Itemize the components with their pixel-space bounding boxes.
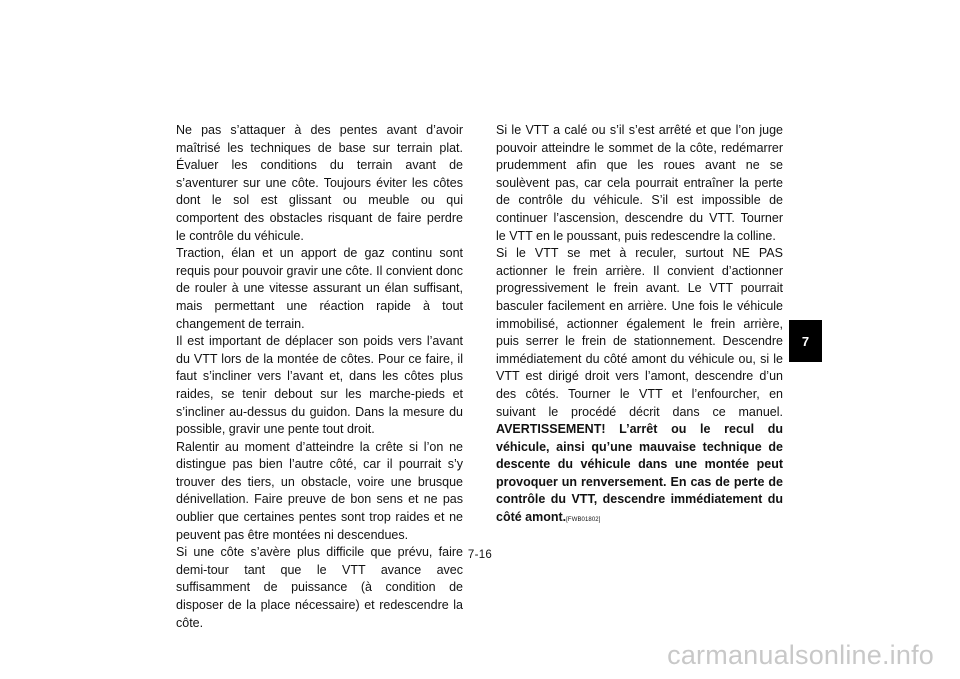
watermark: carmanualsonline.info	[667, 640, 934, 670]
right-text-column	[496, 122, 783, 530]
page-number: 7-16	[467, 549, 493, 561]
paragraph-weight-shift: Il est important de déplacer son poids vers l’avant du VTT lors de la montée de côtes. Pour ce faire, il faut s’incliner vers l’avant et, dans les côtes plus raides, se tenir debout sur les marche-pieds et s’incliner au-dessus du guidon. Dans la mesure du possible, gravir une pente tout droit.	[176, 334, 463, 437]
warning-code: [FWB01802]	[566, 517, 601, 524]
paragraph-rolling-back	[496, 245, 783, 530]
rolling-back-text: Si le VTT se met à reculer, surtout NE PAS actionner le frein arrière. Il convient d’actionner progressivement le frein avant. Le VTT pourrait basculer facilement en arrière. Une fois le véhicule immobilisé, actionner également le frein arrière, puis serrer le frein de stationnement. Descendre immédiatement du côté amont du véhicule ou, si le VTT est dirigé droit vers l’amont, descendre d’un des côtés. Tourner le VTT et l’enfourcher, en suivant le procédé décrit dans ce manuel.	[496, 246, 783, 419]
chapter-tab: 7	[789, 320, 822, 362]
warning-text: AVERTISSEMENT! L’arrêt ou le recul du véhicule, ainsi qu’une mauvaise technique de descente du véhicule dans une montée peut provoquer un renversement. En cas de perte de contrôle du VTT, descendre immédiatement du côté amont.	[496, 422, 783, 525]
paragraph-crest: Ralentir au moment d’atteindre la crête si l’on ne distingue pas bien l’autre côté, car il pourrait s’y trouver des tiers, un obstacle, voire une brusque dénivellation. Faire preuve de bon sens et ne pas oublier que certaines pentes sont trop raides et ne peuvent pas être montées ni descendues.	[176, 439, 463, 542]
paragraph-turn-around: Si une côte s’avère plus difficile que prévu, faire demi-tour tant que le VTT avance avec suffisamment de puissance (à condition de disposer de la place nécessaire) et redescendre la côte.	[176, 545, 463, 630]
paragraph-hill-assessment: Ne pas s’attaquer à des pentes avant d’avoir maîtrisé les techniques de base sur terrain plat. Évaluer les conditions du terrain avant de s’aventurer sur une côte. Toujours éviter les côtes dont le sol est glissant ou meuble ou qui comportent des obstacles risquant de faire perdre le contrôle du véhicule.	[176, 123, 463, 243]
paragraph-stalled: Si le VTT a calé ou s’il s’est arrêté et que l’on juge pouvoir atteindre le sommet de la côte, redémarrer prudemment afin que les roues avant ne se soulèvent pas, car cela pourrait entraîner la perte de contrôle du véhicule. S’il est impossible de continuer l’ascension, descendre du VTT. Tourner le VTT en le poussant, puis redescendre la colline.	[496, 123, 783, 243]
paragraph-traction: Traction, élan et un apport de gaz continu sont requis pour pouvoir gravir une côte. Il convient donc de rouler à une vitesse assurant un élan suffisant, mais permettant une réaction rapide à tout changement de terrain.	[176, 246, 463, 331]
